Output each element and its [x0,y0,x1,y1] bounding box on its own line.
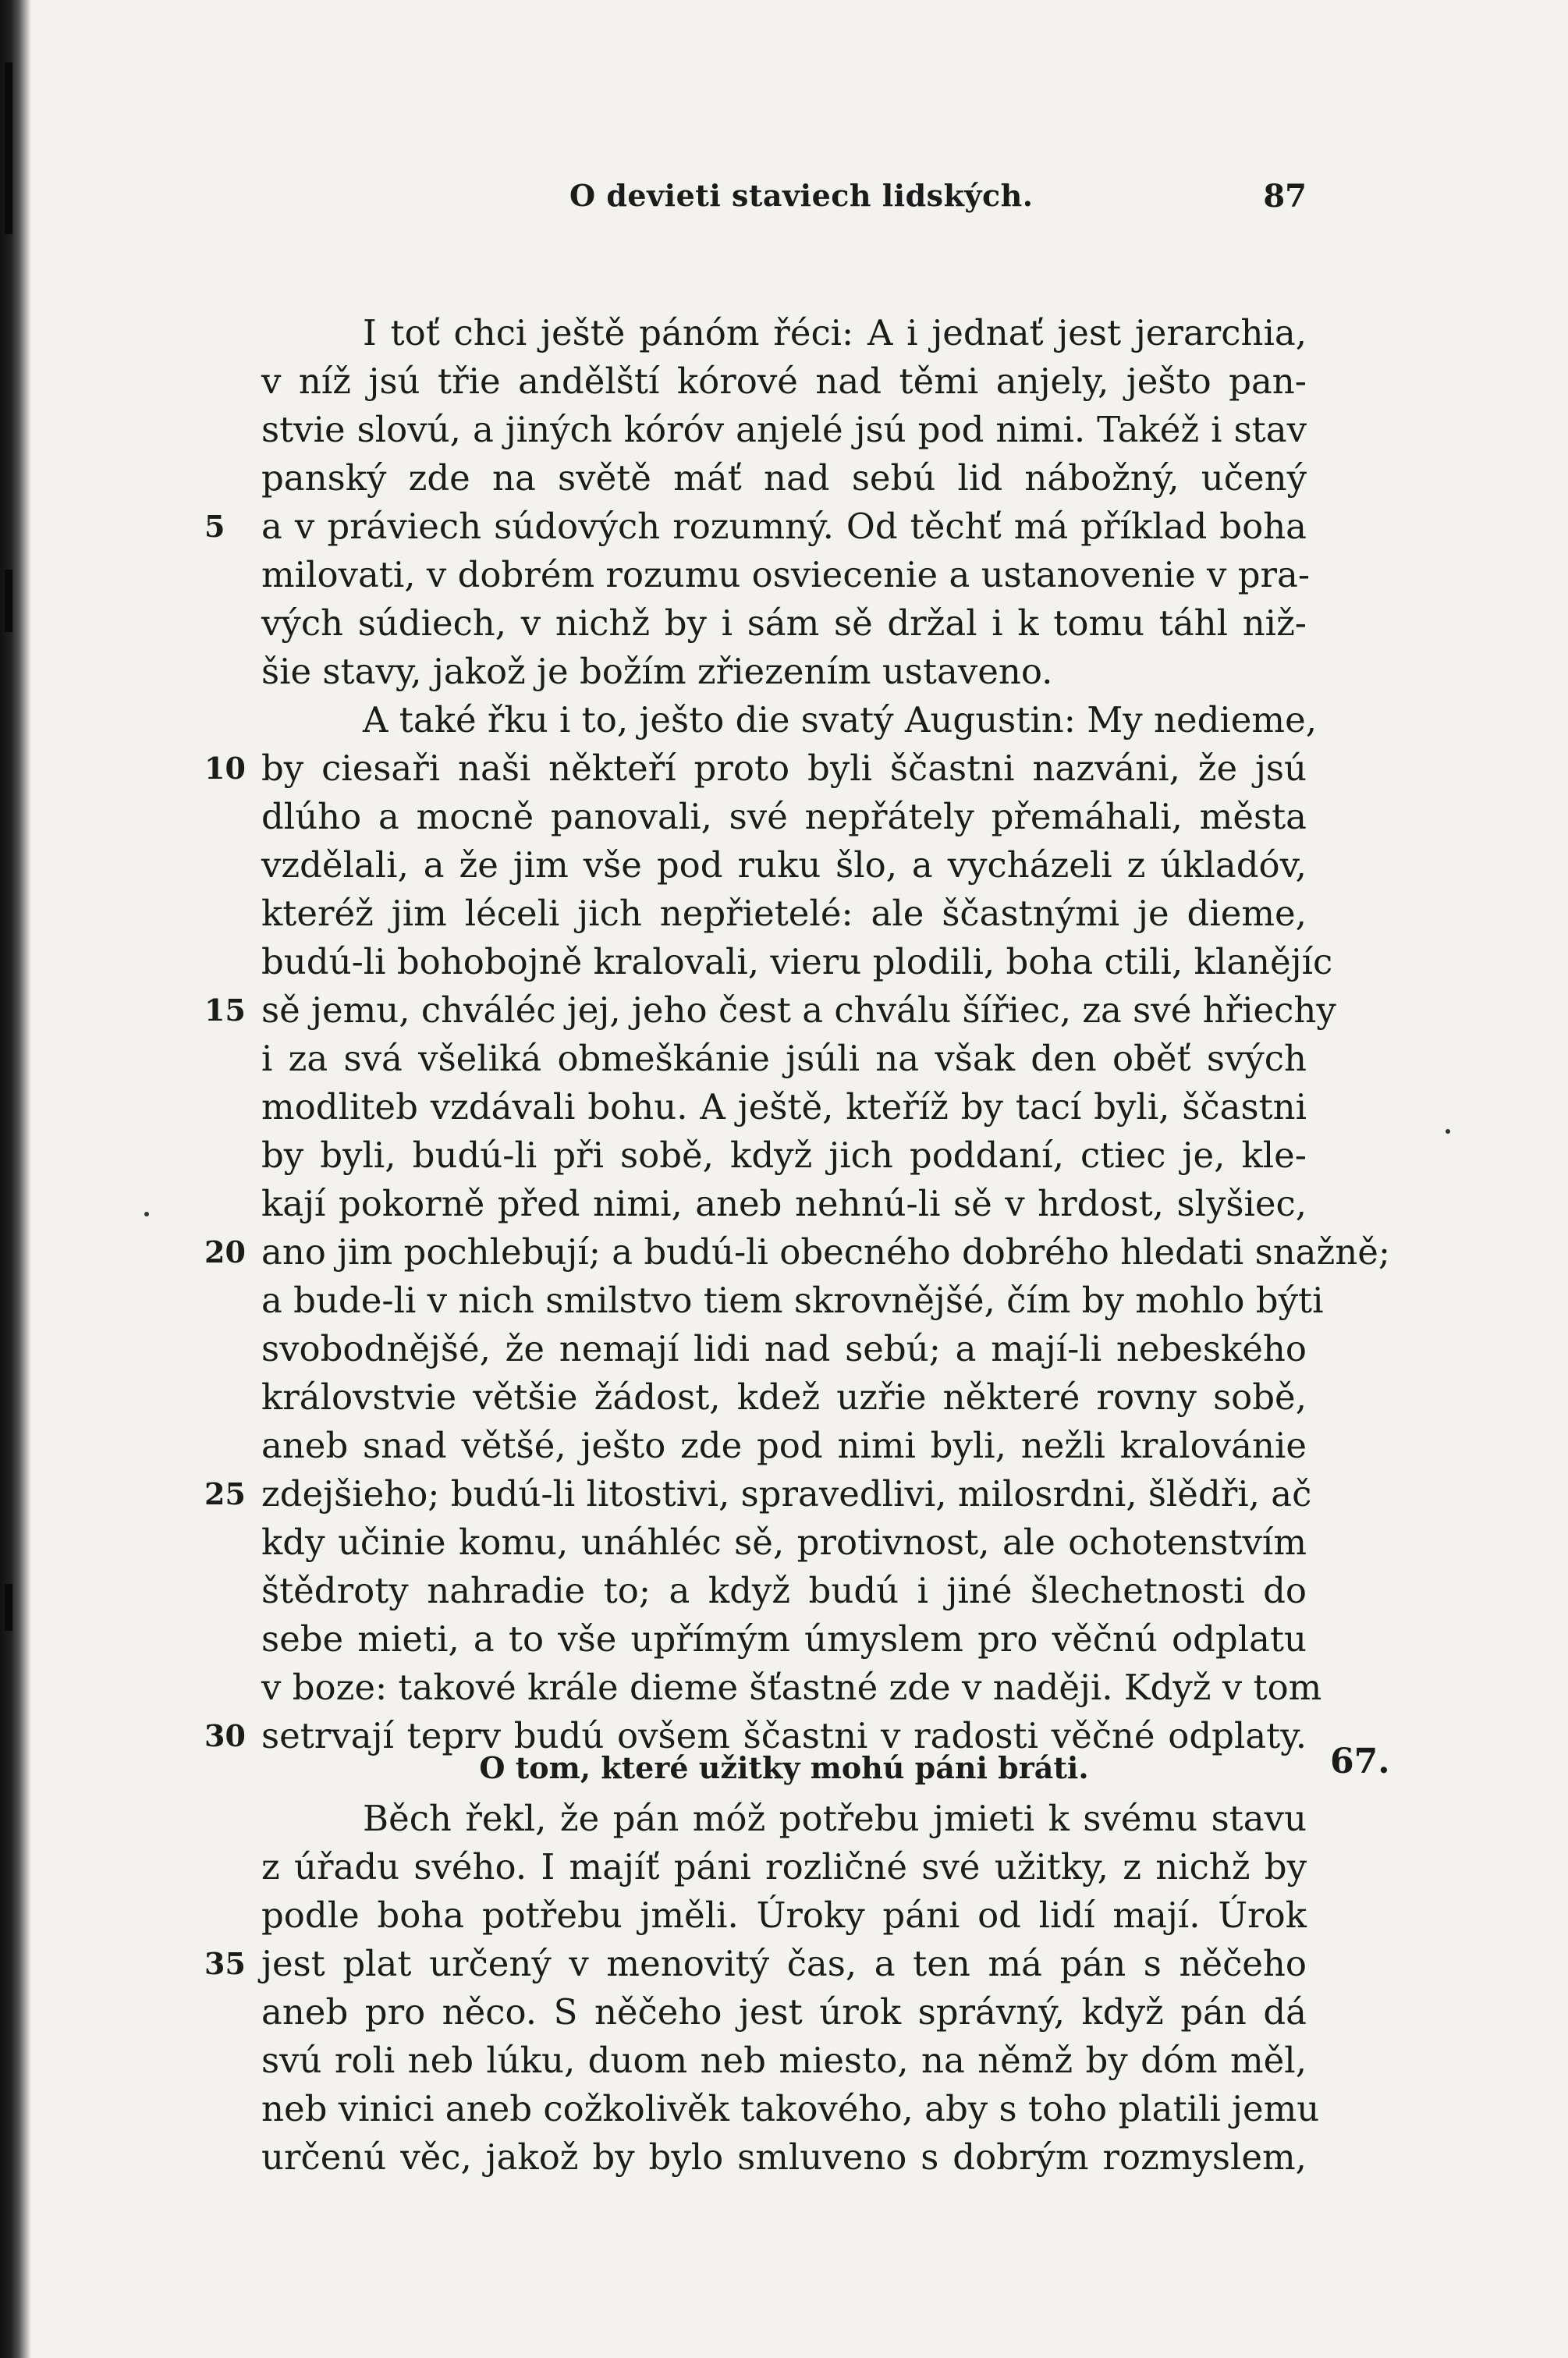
text-line: by byli, budú-li při sobě, když jich poddaní, ctiec je, kle- [261,1135,1307,1176]
text-line: milovati, v dobrém rozumu osviecenie a ustanovenie v pra- [261,554,1311,595]
page-number: 87 [1263,178,1307,215]
text-line: neb vinici aneb cožkolivěk takového, aby s toho platili jemu [261,2088,1320,2129]
text-line: ano jim pochlebují; a budú-li obecného dobrého hledati snažně; [261,1231,1390,1273]
text-line: aneb pro něco. S něčeho jest úrok správný, když pán dá [261,1991,1307,2033]
text-line: svú roli neb lúku, duom neb miesto, na němž by dóm měl, [261,2040,1307,2081]
margin-line-number: 30 [204,1718,246,1753]
text-line: a bude-li v nich smilstvo tiem skrovnějšé, čím by mohlo býti [261,1280,1324,1321]
text-line: z úřadu svého. I majíť páni rozličné své užitky, z nichž by [261,1846,1307,1887]
text-line: i za svá všeliká obmeškánie jsúli na však den oběť svých [261,1038,1307,1079]
speck [144,1212,149,1216]
text-line: zdejšieho; budú-li litostivi, spravedlivi, milosrdni, šlědři, ač [261,1473,1312,1515]
text-line: vzdělali, a že jim vše pod ruku šlo, a vycházeli z úkladóv, [261,844,1307,886]
text-line: v boze: takové krále dieme šťastné zde v naději. Když v tom [261,1667,1322,1708]
margin-line-number: 25 [204,1476,246,1511]
text-line: sebe mieti, a to vše upřímým úmyslem pro věčnú odplatu [261,1618,1307,1660]
text-line: určenú věc, jakož by bylo smluveno s dobrým rozmyslem, [261,2136,1307,2178]
text-line: stvie slovú, a jiných kóróv anjelé jsú pod nimi. Takéž i stav [261,409,1307,450]
text-line: I toť chci ještě pánóm řéci: A i jednať jest jerarchia, [363,312,1307,353]
scan-edge-mark [5,570,12,632]
text-line: kteréž jim léceli jich nepřietelé: ale ščastnými je dieme, [261,893,1307,934]
text-line: kdy učinie komu, unáhléc sě, protivnost, ale ochotenstvím [261,1522,1307,1563]
page-binding-edge [0,0,31,2358]
text-line: kají pokorně před nimi, aneb nehnú-li sě v hrdost, slyšiec, [261,1183,1307,1224]
text-line: šie stavy, jakož je božím zřiezením ustaveno. [261,651,1053,692]
margin-line-number: 20 [204,1234,246,1270]
speck [1446,1129,1450,1134]
section-heading: O tom, které užitky mohú páni bráti. [479,1750,1089,1785]
scan-edge-mark [5,1584,12,1631]
running-header [261,178,1307,225]
margin-line-number: 35 [204,1946,246,1981]
text-line: A také řku i to, ješto die svatý Augustin: My nedieme, [363,699,1318,740]
text-line: modliteb vzdávali bohu. A ještě, kteříž by tací byli, ščastni [261,1086,1307,1128]
text-line: dlúho a mocně panovali, své nepřátely přemáhali, města [261,796,1307,837]
text-line: podle boha potřebu jměli. Úroky páni od lidí mají. Úrok [261,1895,1307,1936]
text-line: setrvají teprv budú ovšem ščastni v radosti věčné odplaty. [261,1715,1307,1756]
text-line: by ciesaři naši někteří proto byli ščastni nazváni, že jsú [261,748,1307,789]
text-line: panský zde na světě máť nad sebú lid nábožný, učený [261,457,1307,499]
running-title: O devieti staviech lidských. [569,178,1034,213]
text-line: sě jemu, chváléc jej, jeho čest a chválu šířiec, za své hřiechy [261,989,1336,1031]
text-line: a v práviech súdových rozumný. Od těchť má příklad boha [261,506,1307,547]
text-line: Běch řekl, že pán móž potřebu jmieti k svému stavu [363,1798,1307,1839]
text-line: svobodnějšé, že nemají lidi nad sebú; a mají-li nebeského [261,1328,1307,1369]
text-line: královstvie většie žádost, kdež uzřie některé rovny sobě, [261,1376,1307,1418]
text-line: jest plat určený v menovitý čas, a ten má pán s něčeho [261,1943,1307,1984]
text-line: v níž jsú třie andělští kórové nad těmi anjely, ješto pan- [261,360,1307,402]
scan-edge-mark [5,62,12,234]
section-number: 67. [1330,1742,1390,1781]
text-line: štědroty nahradie to; a když budú i jiné šlechetnosti do [261,1570,1307,1611]
text-line: vých súdiech, v nichž by i sám sě držal i k tomu táhl niž- [261,602,1307,644]
margin-line-number: 15 [204,993,246,1028]
margin-line-number: 10 [204,751,246,786]
text-line: budú-li bohobojně kralovali, vieru plodili, boha ctili, klanějíc [261,941,1333,982]
text-line: aneb snad většé, ješto zde pod nimi byli, nežli kralovánie [261,1425,1307,1466]
margin-line-number: 5 [204,509,225,544]
